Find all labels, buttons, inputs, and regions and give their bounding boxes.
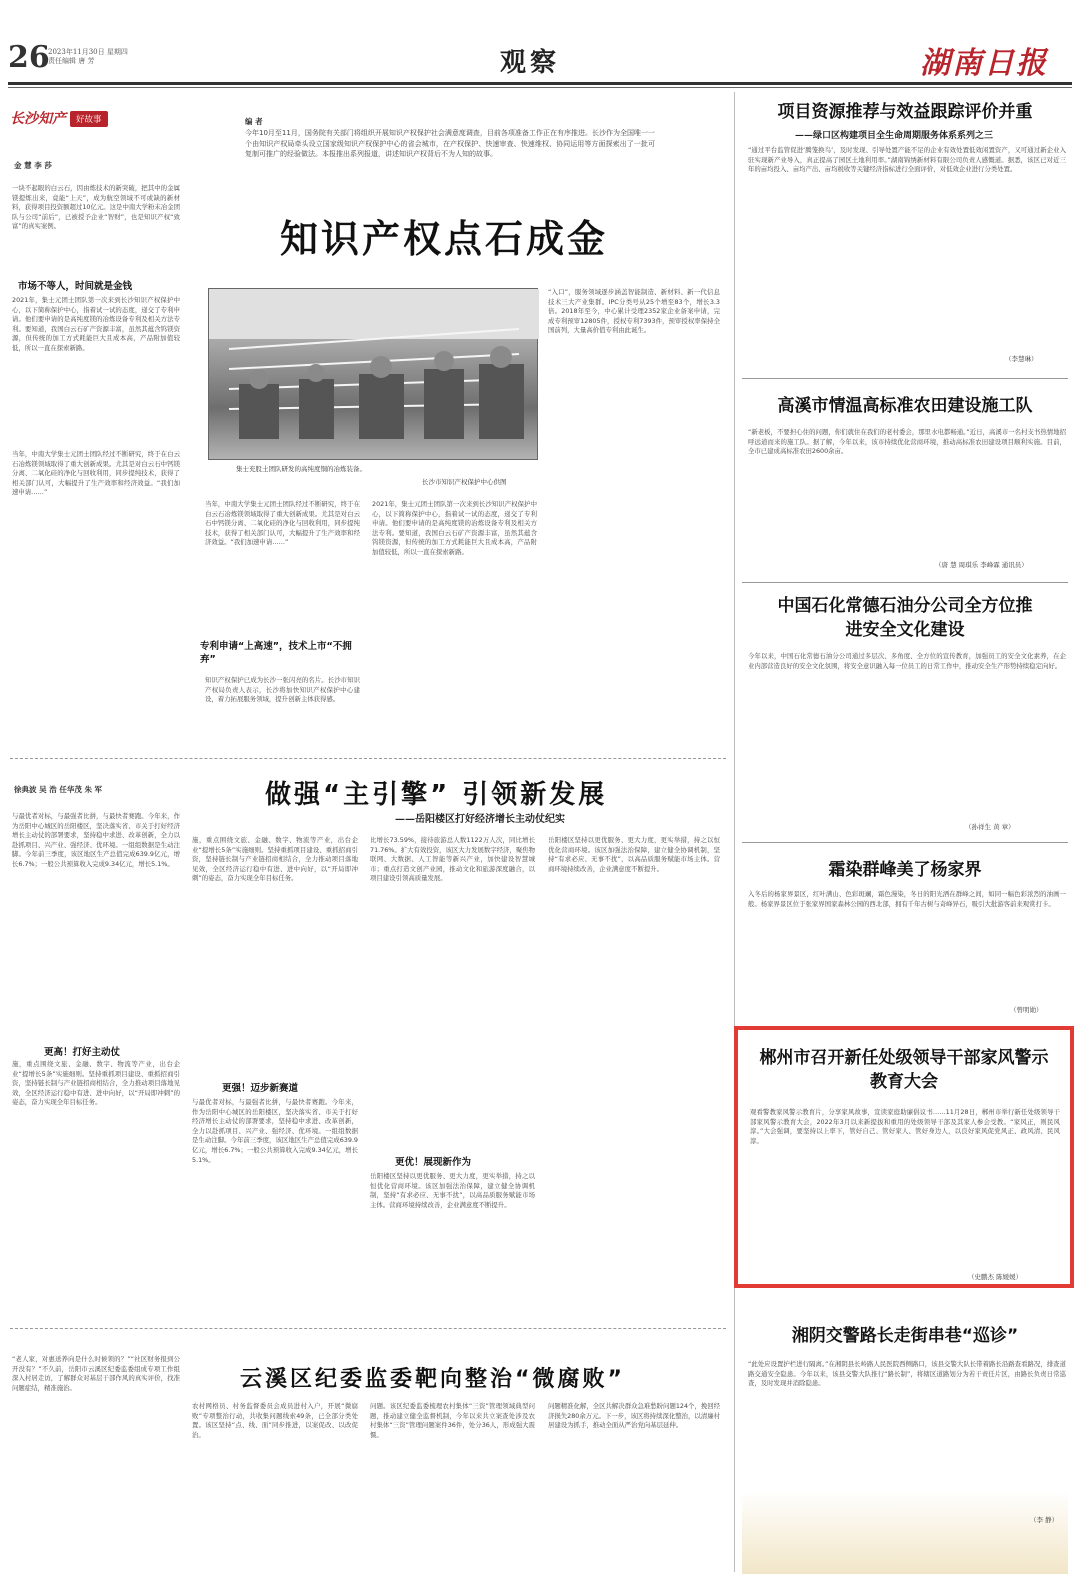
second-story-subhead-1: 更高！打好主动仗: [44, 1047, 121, 1058]
story-divider-2: [10, 1328, 726, 1329]
page-number: 26: [8, 40, 50, 75]
masthead-rule-thin: [8, 87, 1072, 88]
sidebar-item-6-body: “此处应设置护栏进行隔离。”在湘阴县长岭路人民医院西侧路口，该县交警大队长带着路长沿路查看路况，排查道路交通安全隐患。今年以来，该县交警大队推行“路长制”，将辖区道路划分为若干责任片区，由路长负责日常巡查，及时发现并消除隐患。: [748, 1360, 1066, 1388]
sidebar-divider-2: [742, 582, 1068, 583]
top-story-byline: 金 慧 李 莎: [14, 161, 52, 170]
sidebar-item-4-headline: 霜染群峰美了杨家界: [828, 860, 982, 880]
sidebar-item-3-credit: （孙祥生 黄 章）: [965, 823, 1015, 831]
masthead-rule: [8, 82, 1072, 85]
bottom-story-col1-text: “老人家，对惠送养向是什么时候领的？”“社区财务报到公开没有？”不久前，岳阳市云溪区纪委监委组成专项工作组深入村居走访，了解群众对基层干部作风的真实评价，找准问题症结，精准施治。: [12, 1355, 180, 1392]
top-story-subhead-1: 市场不等人，时间就是金钱: [18, 281, 133, 292]
photo-caption-1: 集士充股土团队研发的高纯度铜的冶炼装备。: [236, 465, 366, 473]
sidebar-item-3-headline: 中国石化常德石油分公司全方位推进安全文化建设: [777, 596, 1033, 640]
editor-note-text: 今年10月至11月，国务院有关部门将组织开展知识产权保护社会满意度调查，目前各项准备工作正在有序推进。长沙作为全国唯一一个由知识产权局牵头设立国家级知识产权保护中心的省会城市，在产权保护、快速审查、快速维权、协同运用等方面探索出了一批可复制可推广的经验做法。本报推出系列报道，讲述知识产权背后不为人知的故事。: [245, 129, 655, 158]
second-story-col3b-text: 岳阳楼区坚持以更优服务、更大力度，更实举措，持之以恒优化营商环境。该区加强法治保障，建立健全协调机制，坚持“有求必应、无事不扰”，以高品质服务赋能市场主体。营商环境持续改善，企业满意度不断提升。: [370, 1172, 535, 1209]
section-title: 观察: [500, 48, 561, 78]
top-story-col1c-text: 当年，中南大学集士元团士团队经过不断研究，终于在白云石冶炼镁领域取得了重大创新成果。尤其是对白云石中钙镁分离、二氧化硅的净化与回收利用，同步提纯技术，获得了相关部门认可，大幅提升了生产效率和经济效益。“我们加速申请……”: [12, 450, 180, 497]
sidebar-item-4-credit: （曾明勋）: [1010, 1006, 1043, 1014]
photo-caption-2: 长沙市知识产权保护中心供图: [422, 478, 507, 486]
sidebar-item-1-body: “通过平台监管促进‘腾笼换鸟’，及时发现、引导处置产能不足的企业有效处置低效闲置资产，又可通过新企业入驻实现新产业导入，真正提高了园区土地利用率。”湖南锦绣新材料有限公司负责人感慨道。据悉，该区已对近三年的亩均投入、亩均产出、亩均税收等关键经济指标进行全面评价，对低效企业进行分类处置。: [748, 146, 1066, 174]
bottom-story-col4-text: 问题精准化解，全区共解决群众急难愁盼问题124个，挽回经济损失280余万元。下一步，该区将持续深化整治，以清廉村居建设为抓手，推动全面从严治党向基层延伸。: [548, 1402, 720, 1430]
sidebar-item-3-body: 今年以来，中国石化常德石油分公司通过多层次、多角度、全方位的宣传教育，加强员工的安全文化素养，在企业内部营造良好的安全文化氛围，将安全意识融入每一位员工的日常工作中，推动安全生产形势持续稳定向好。: [748, 652, 1066, 670]
brand-text: 长沙知产: [10, 111, 66, 127]
second-story-deck: ——岳阳楼区打好经济增长主动仗纪实: [395, 814, 565, 825]
factory-photo: [208, 288, 538, 460]
newspaper-logo: 湖南日报: [920, 46, 1048, 81]
second-story-col1b-text: 施，重点围绕文旅、金融、数字、物流等产业，出台企业“提增长5条”实施细则。坚持重抓项目建设、重抓招商引资，坚持链长制与产业链招商相结合，全力推动项目落地见效，全区经济运行稳中有进、进中向好，以“开局即冲刺”的姿态，奋力实现全年目标任务。: [12, 1060, 180, 1107]
second-story-col1-text: 与最优者对标，与最强者比拼，与最快者赛跑。今年来，作为岳阳中心城区的岳阳楼区，坚决落实省、市关于打好经济增长主动仗的部署要求，坚持稳中求进、改革创新，全力以赴抓项目、兴产业、强经济、优环境。一组组数据是生动注脚。今年前三季度，该区地区生产总值完成639.9亿元，增长6.7%；一般公共预算收入完成9.34亿元，增长5.1%。: [12, 812, 180, 868]
second-story-col2-text: 施，重点围绕文旅、金融、数字、物流等产业，出台企业“提增长5条”实施细则。坚持重抓项目建设、重抓招商引资，坚持链长制与产业链招商相结合，全力推动项目落地见效，全区经济运行稳中有进、进中向好，以“开局即冲刺”的姿态，奋力实现全年目标任务。: [192, 836, 358, 883]
sidebar-item-6-credit: （李 静）: [1030, 1516, 1059, 1524]
column-divider: [734, 92, 735, 1572]
second-story-subhead-2: 更强！迈步新赛道: [222, 1083, 299, 1094]
top-story-col3-text: 2021年，集士元团士团队第一次来到长沙知识产权保护中心，以下简称保护中心，指着试一试的态度，递交了专利申请。他们要申请的是高纯度镁的冶炼设备专利及相关方法专利。要知道，我国白云石矿产资源丰富，虽然其蕴含钨镁资源，但传统的加工方式耗能巨大且成本高，产品附加值较低，所以一直在探索新路。: [372, 500, 537, 556]
editor-text: 责任编辑 唐 芳: [48, 57, 95, 65]
brand-tag: 好故事: [70, 111, 108, 127]
top-story-col4-text: “入口”，服务领域逐步涵盖智能制造、新材料、新一代信息技术三大产业集群。IPC分类号从25个增至83个，增长3.3倍。2018年至今，中心累计受理2352家企业备案申请，完成专利预审12805件，授权专利7393件，预审授权率保持全国前列，大量高价值专利由此诞生。: [548, 288, 720, 335]
top-story-col2-text: 当年，中南大学集士元团士团队经过不断研究，终于在白云石冶炼镁领域取得了重大创新成果。尤其是对白云石中钙镁分离、二氧化硅的净化与回收利用，同步提纯技术，获得了相关部门认可，大幅提升了生产效率和经济效益。“我们加速申请……”: [205, 500, 360, 547]
second-story-col4-text: 岳阳楼区坚持以更优服务、更大力度，更实举措，持之以恒优化营商环境。该区加强法治保障，建立健全协调机制，坚持“有求必应、无事不扰”，以高品质服务赋能市场主体。营商环境持续改善，企业满意度不断提升。: [548, 836, 720, 873]
date-text: 2023年11月30日 星期四: [48, 48, 128, 56]
top-story-subhead-2: 专利申请“上高速”，技术上市“不拥弃”: [200, 641, 352, 665]
story-divider-1: [10, 758, 726, 759]
bottom-story-col2-text: 农村网格员、村务监督委员会成员进村入户，开展“微腐败”专项整治行动，共收集问题线索49条，已全部分类处置。该区坚持“点、线、面”同步推进，以案促改、以改促治。: [192, 1402, 358, 1439]
top-story-headline: 知识产权点石成金: [280, 217, 609, 261]
top-story-col1b-text: 2021年，集士元团士团队第一次来到长沙知识产权保护中心，以下简称保护中心，指着试一试的态度，递交了专利申请。他们要申请的是高纯度镁的冶炼设备专利及相关方法专利。要知道，我国白云石矿产资源丰富，虽然其蕴含钨镁资源，但传统的加工方式耗能巨大且成本高，产品附加值较低，所以一直在探索新路。: [12, 296, 180, 352]
second-story-subhead-3: 更优！展现新作为: [395, 1157, 472, 1168]
sidebar-divider-3: [742, 842, 1068, 843]
sidebar-item-4-body: 入冬后的杨家界景区，红叶满山、色彩斑斓，霜色漫染，冬日的阳光洒在群峰之间，如同一幅色彩浓烈的油画一般。杨家界景区位于张家界国家森林公园的西北部，拥有千年古树与奇峰异石，吸引大批游客前来观赏打卡。: [748, 890, 1066, 908]
highlighted-article-box: [734, 1026, 1074, 1288]
sidebar-item-5-body: 观看警教家风警示教育片，分享家风故事，宣读家庭助廉倡议书……11月28日，郴州市举行新任处级领导干部家风警示教育大会，2022年3月以来新提拔和重用的处级领导干部及其家人参会受教。“家风正，则民风淳。”大会强调，要坚持以上率下，管好自己、管好家人、管好身边人，以良好家风促党风正、政风清、民风淳。: [750, 1108, 1060, 1145]
sidebar-item-1-deck: ——绿口区构建项目全生命周期服务体系系列之三: [795, 131, 994, 141]
sidebar-item-2-body: “新老板，不要担心住的问题，你们就住在我们的老村委会，那里水电都畅通。”近日，高溪市一名村支书热情地招呼远道而来的施工队。据了解，今年以来，该市持续优化营商环境，推动高标准农田建设项目顺利实施。目前，全市已建成高标准农田2600余亩。: [748, 428, 1066, 456]
editor-note-label: 编 者: [245, 117, 263, 126]
sidebar-item-2-headline: 高溪市情温高标准农田建设施工队: [777, 396, 1033, 416]
sidebar-item-1-headline: 项目资源推荐与效益跟踪评价并重: [777, 102, 1033, 122]
sidebar-item-5-headline: 郴州市召开新任处级领导干部家风警示教育大会: [759, 1048, 1049, 1092]
sidebar-item-2-credit: （唐 慧 周琪乐 李峰霖 通讯员）: [935, 561, 1028, 569]
top-story-col1-text: 一块不起眼的白云石，因由炼技术的新突破，把其中的金属镁提炼出来，竟能“上天”，成为航空领域不可或缺的新材料，获得项目投资额超过10亿元。这是中南大学粉末冶金团队与公司“前后”，已被授予企业“智财”，也是知识产权“致富”的真实案例。: [12, 184, 180, 231]
bottom-story-col3-text: 问题。该区纪委监委梳理农村集体“三资”管理领域典型问题，推动建立健全监督机制，今年以来共立案查处涉及农村集体“三资”管理问题案件36件，处分36人，形成强大震慑。: [370, 1402, 535, 1439]
sidebar-divider-1: [742, 378, 1068, 379]
bottom-story-headline: 云溪区纪委监委靶向整治“微腐败”: [240, 1367, 625, 1392]
sidebar-item-1-credit: （李慧琳）: [1005, 355, 1038, 363]
sidebar-item-6-headline: 湘阴交警路长走街串巷“巡诊”: [791, 1326, 1019, 1346]
top-story-col2b-text: 知识产权保护已成为长沙一张闪亮的名片。长沙市知识产权局负责人表示，长沙将加快知识产权保护中心建设，着力拓展服务领域，提升创新主体获得感。: [205, 676, 360, 704]
date-line: [48, 48, 158, 66]
second-story-col2b-text: 与最优者对标，与最强者比拼，与最快者赛跑。今年来，作为岳阳中心城区的岳阳楼区，坚决落实省、市关于打好经济增长主动仗的部署要求，坚持稳中求进、改革创新，全力以赴抓项目、兴产业、强经济、优环境。一组组数据是生动注脚。今年前三季度，该区地区生产总值完成639.9亿元，增长6.7%；一般公共预算收入完成9.34亿元，增长5.1%。: [192, 1098, 358, 1164]
second-story-headline: 做强“主引擎” 引领新发展: [265, 780, 608, 810]
sidebar-item-5-credit: （史鹏杰 陈媛媛）: [968, 1273, 1023, 1281]
second-story-col3-text: 比增长73.59%，接待旅游总人数1122万人次，同比增长71.76%。扩大有效投资，该区大力发展数字经济，聚焦物联网、大数据、人工智能等新兴产业，加快建设智慧城市；重点打造文创产业园，推动文化和旅游深度融合，以项目建设引领高质量发展。: [370, 836, 535, 883]
brand-badge: [10, 108, 140, 132]
second-story-byline: 徐典波 吴 浩 任华茂 朱 军: [14, 785, 103, 794]
factory-illustration: [209, 289, 539, 461]
